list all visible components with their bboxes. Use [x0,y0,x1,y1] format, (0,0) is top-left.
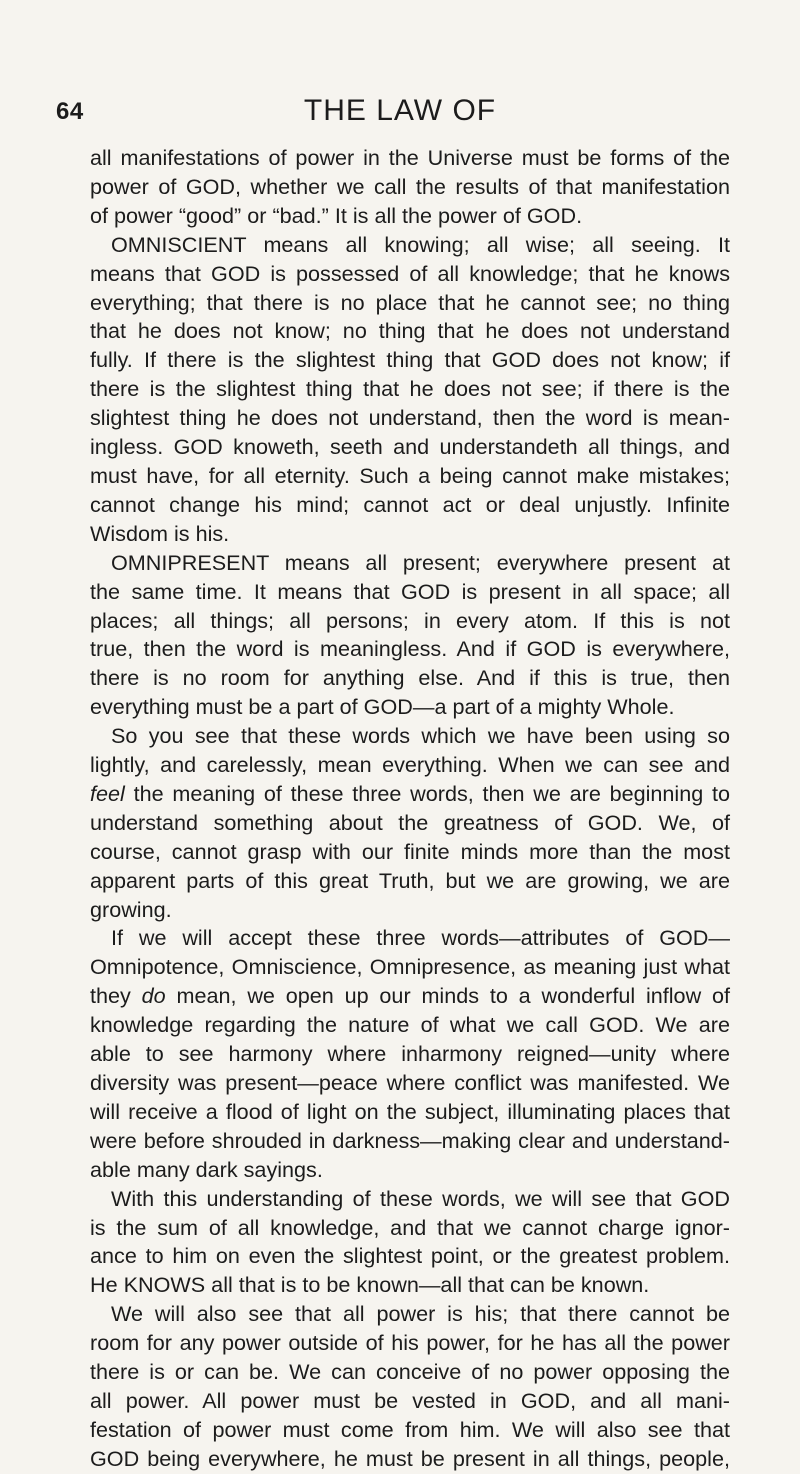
italic-emphasis: feel [90,780,125,806]
text-line: places; all things; all persons; in every atom. If this is not [90,607,730,633]
page-number: 64 [56,98,84,125]
text-line: were before shrouded in darkness—making clear and understand- [90,1127,730,1153]
text-line: able many dark sayings. [90,1156,323,1182]
text-line [90,780,730,809]
text-line: We will also see that all power is his; that there cannot be [111,1301,730,1327]
italic-emphasis: do [141,983,166,1009]
text-line: fully. If there is the slightest thing that GOD does not know; if [90,347,730,373]
text-line: will receive a flood of light on the subject, illuminating places that [90,1098,730,1124]
text-line: He KNOWS all that is to be known—all that can be known. [90,1272,650,1298]
text-line: lightly, and carelessly, mean everything. When we can see and [90,752,730,778]
text-line: course, cannot grasp with our finite minds more than the most [90,838,730,864]
text-line: festation of power must come from him. We will also see that [90,1416,730,1442]
text-line: cannot change his mind; cannot act or deal unjustly. Infinite [90,491,730,517]
text-line: apparent parts of this great Truth, but we are growing, we are [90,867,730,893]
text-line: If we will accept these three words—attributes of GOD— [111,925,730,951]
page-header [0,94,800,130]
text-line: of power “good” or “bad.” It is all the power of GOD. [90,202,583,228]
text-line: everything must be a part of GOD—a part of a mighty Whole. [90,694,675,720]
text-line: there is the slightest thing that he does not see; if there is the [90,376,730,402]
text-line: Omnipotence, Omniscience, Omnipresence, as meaning just what [90,954,730,980]
text-line: all power. All power must be vested in GOD, and all mani- [90,1387,730,1413]
text-line: is the sum of all knowledge, and that we cannot charge ignor- [90,1214,730,1240]
running-head: THE LAW OF [303,94,497,127]
text-line: understand something about the greatness of GOD. We, of [90,809,730,835]
text-line: able to see harmony where inharmony reigned—unity where [90,1041,730,1067]
text-line: the same time. It means that GOD is present in all space; all [90,578,730,604]
text-line: growing. [90,896,172,922]
text-line: So you see that these words which we have been using so [111,723,730,749]
text-segment: mean, we open up our minds to a wonderful inflow of [165,983,730,1009]
text-line: power of GOD, whether we call the results of that manifestation [90,173,730,199]
text-line: that he does not know; no thing that he does not understand [90,318,730,344]
text-line: all manifestations of power in the Universe must be forms of the [90,145,730,170]
text-line: there is no room for anything else. And if this is true, then [90,665,730,691]
text-line: OMNISCIENT means all knowing; all wise; all seeing. It [111,231,730,257]
text-line: GOD being everywhere, he must be present in all things, people, [90,1445,730,1471]
text-line: there is or can be. We can conceive of no power opposing the [90,1359,730,1385]
text-line: means that GOD is possessed of all knowledge; that he knows [90,260,730,286]
text-line: must have, for all eternity. Such a being cannot make mistakes; [90,462,730,488]
text-segment: they [90,983,142,1009]
text-line [90,982,730,1011]
text-line: diversity was present—peace where conflict was manifested. We [90,1070,730,1095]
text-line: Wisdom is his. [90,520,230,546]
text-segment: the meaning of these three words, then we are beginning to [124,780,730,806]
text-line: With this understanding of these words, we will see that GOD [111,1185,730,1211]
text-line: everything; that there is no place that he cannot see; no thing [90,289,730,315]
text-line: ingless. GOD knoweth, seeth and understandeth all things, and [90,434,730,460]
text-line: OMNIPRESENT means all present; everywhere present at [111,549,730,575]
text-line: ance to him on even the slightest point, or the greatest problem. [90,1243,730,1269]
text-line: slightest thing he does not understand, then the word is mean- [90,405,730,431]
body-text [90,144,730,1474]
text-line: true, then the word is meaningless. And if GOD is everywhere, [90,636,730,662]
text-line: knowledge regarding the nature of what we call GOD. We are [90,1012,730,1038]
text-line: room for any power outside of his power, for he has all the power [90,1330,730,1356]
